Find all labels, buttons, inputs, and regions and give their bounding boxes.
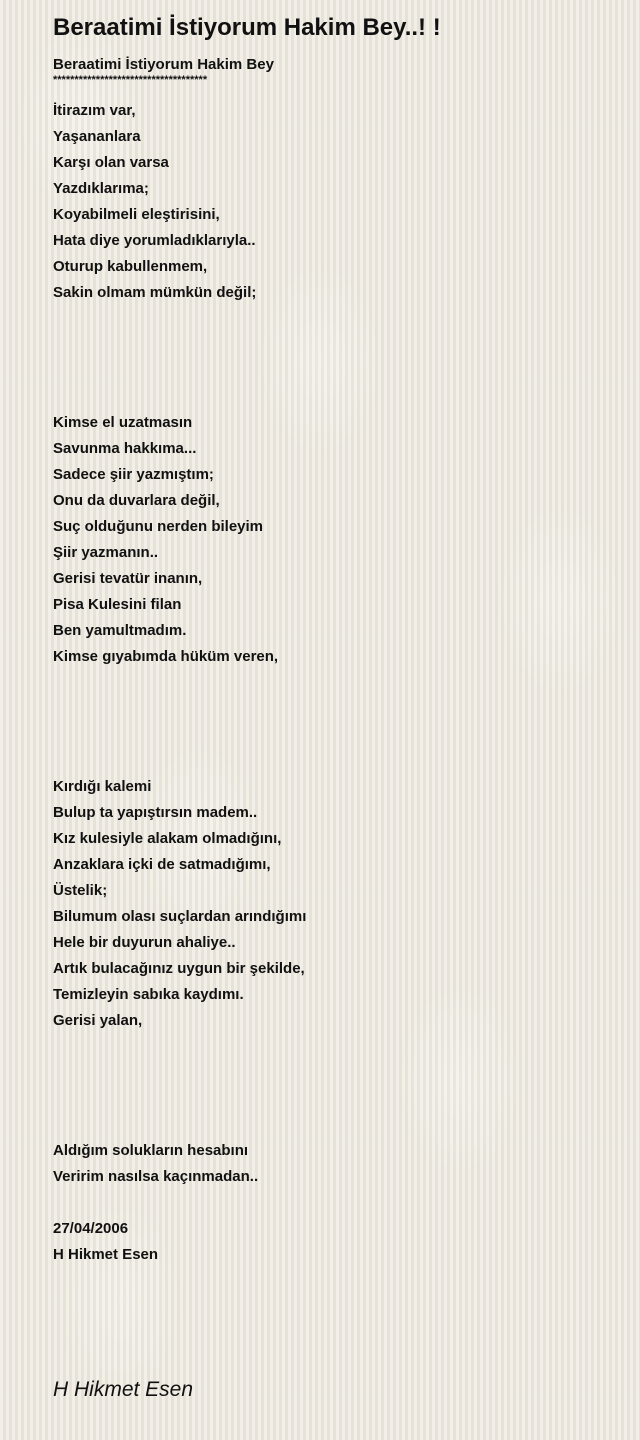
stanza-4 [53,1138,613,1190]
poem-line: Gerisi tevatür inanın, [53,570,203,587]
poem-line: Sakin olmam mümkün değil; [53,284,257,301]
poem-body [53,98,613,1268]
poem-title: Beraatimi İstiyorum Hakim Bey..! ! [53,14,441,41]
poem-line: Temizleyin sabıka kaydımı. [53,986,244,1003]
poem-line: Suç olduğunu nerden bileyim [53,518,264,535]
poem-date: 27/04/2006 [53,1220,129,1237]
poem-author: H Hikmet Esen [53,1246,159,1263]
poem-line: Savunma hakkıma... [53,440,197,457]
poem-line: Hele bir duyurun ahaliye.. [53,934,236,951]
poem-line: Kimse el uzatmasın [53,414,193,431]
poem-line: Koyabilmeli eleştirisini, [53,206,220,223]
poem-line: Veririm nasılsa kaçınmadan.. [53,1168,259,1185]
poem-line: Kırdığı kalemi [53,778,152,795]
stanza-1 [53,98,613,306]
poem-line: Ben yamultmadım. [53,622,187,639]
poem-line: Aldığım solukların hesabını [53,1142,249,1159]
poem-line: Oturup kabullenmem, [53,258,208,275]
poem-line: Hata diye yorumladıklarıyla.. [53,232,256,249]
poem-line: İtirazım var, [53,102,136,119]
poem-page [53,12,613,1268]
poem-line: Üstelik; [53,882,108,899]
stanza-gap [53,1190,613,1216]
stanza-gap [53,306,613,410]
poem-line: Anzaklara içki de satmadığımı, [53,856,271,873]
poem-line: Pisa Kulesini filan [53,596,182,613]
poem-line: Gerisi yalan, [53,1012,143,1029]
poem-line: Bulup ta yapıştırsın madem.. [53,804,258,821]
poem-line: Kız kulesiyle alakam olmadığını, [53,830,282,847]
poem-line: Yaşananlara [53,128,141,145]
stanza-3 [53,774,613,1034]
stanza-gap [53,1034,613,1138]
stanza-gap [53,670,613,774]
poem-line: Şiir yazmanın.. [53,544,159,561]
poem-line: Sadece şiir yazmıştım; [53,466,214,483]
poem-line: Yazdıklarıma; [53,180,149,197]
poem-line: Onu da duvarlara değil, [53,492,220,509]
author-signature: H Hikmet Esen [53,1378,194,1401]
stanza-2 [53,410,613,670]
poem-line: Kimse gıyabımda hüküm veren, [53,648,279,665]
poem-line: Artık bulacağınız uygun bir şekilde, [53,960,305,977]
poem-subtitle: Beraatimi İstiyorum Hakim Bey [53,56,274,73]
separator-line: ************************************ [53,74,208,86]
poem-line: Karşı olan varsa [53,154,169,171]
poem-line: Bilumum olası suçlardan arındığımı [53,908,307,925]
